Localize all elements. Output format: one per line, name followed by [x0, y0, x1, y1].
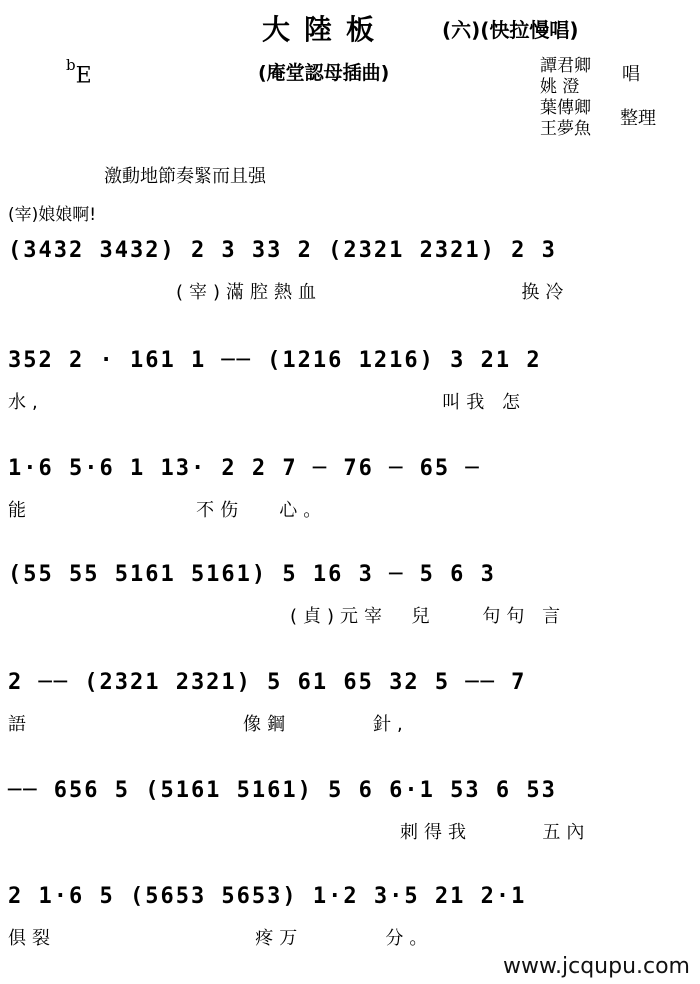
score-notes: (55 55 5161 5161) 5 16 3 ─ 5 6 3 — [8, 562, 496, 587]
score-lyrics: (貞)元宰 兒 句句 言 — [290, 606, 567, 627]
role-arrange: 整理 — [620, 108, 656, 129]
score-notes: 1·6 5·6 1 13· 2 2 7 ─ 76 ─ 65 ─ — [8, 456, 481, 481]
score-notes: (3432 3432) 2 3 33 2 (2321 2321) 2 3 — [8, 238, 557, 263]
score-notes: 352 2 · 161 1 ── (1216 1216) 3 21 2 — [8, 348, 542, 373]
score-line-1 — [0, 238, 700, 303]
score-lyrics: 刺得我 五內 — [400, 822, 591, 843]
score-line-4 — [0, 562, 700, 627]
score-lyrics: 俱裂 疼万 分。 — [8, 928, 434, 949]
score-lyrics: 語 像鋼 針, — [8, 714, 409, 735]
song-title: 大陸板 — [262, 13, 389, 46]
arranger-2: 王夢魚 — [540, 119, 591, 139]
expression-mark: 激動地節奏緊而且强 — [104, 166, 266, 187]
site-watermark: www.jcqupu.com — [503, 954, 690, 979]
song-source: (庵堂認母插曲) — [258, 62, 390, 84]
key-flat: b — [66, 56, 76, 74]
score-line-7 — [0, 884, 700, 949]
key-signature — [66, 56, 92, 89]
score-line-2 — [0, 348, 700, 413]
score-lyrics: (宰)滿腔熱血 换冷 — [176, 282, 570, 303]
score-line-3 — [0, 456, 700, 521]
score-notes: 2 ── (2321 2321) 5 61 65 32 5 ── 7 — [8, 670, 527, 695]
singer-2: 姚 澄 — [540, 77, 580, 97]
arranger-1: 葉傳卿 — [540, 98, 591, 118]
score-line-6 — [0, 778, 700, 843]
score-notes: 2 1·6 5 (5653 5653) 1·2 3·5 21 2·1 — [8, 884, 527, 909]
score-lyrics: 水, 叫我 怎 — [8, 392, 526, 413]
score-lyrics: 能 不伤 心。 — [8, 500, 328, 521]
song-subtitle-tempo: (六)(快拉慢唱) — [442, 18, 579, 42]
role-sing: 唱 — [622, 64, 640, 85]
intro-line: (宰)娘娘啊! — [8, 205, 97, 225]
credits-block — [540, 56, 656, 140]
score-line-5 — [0, 670, 700, 735]
score-notes: ── 656 5 (5161 5161) 5 6 6·1 53 6 53 — [8, 778, 557, 803]
key-letter: E — [75, 63, 92, 89]
singer-1: 譚君卿 — [540, 56, 591, 76]
